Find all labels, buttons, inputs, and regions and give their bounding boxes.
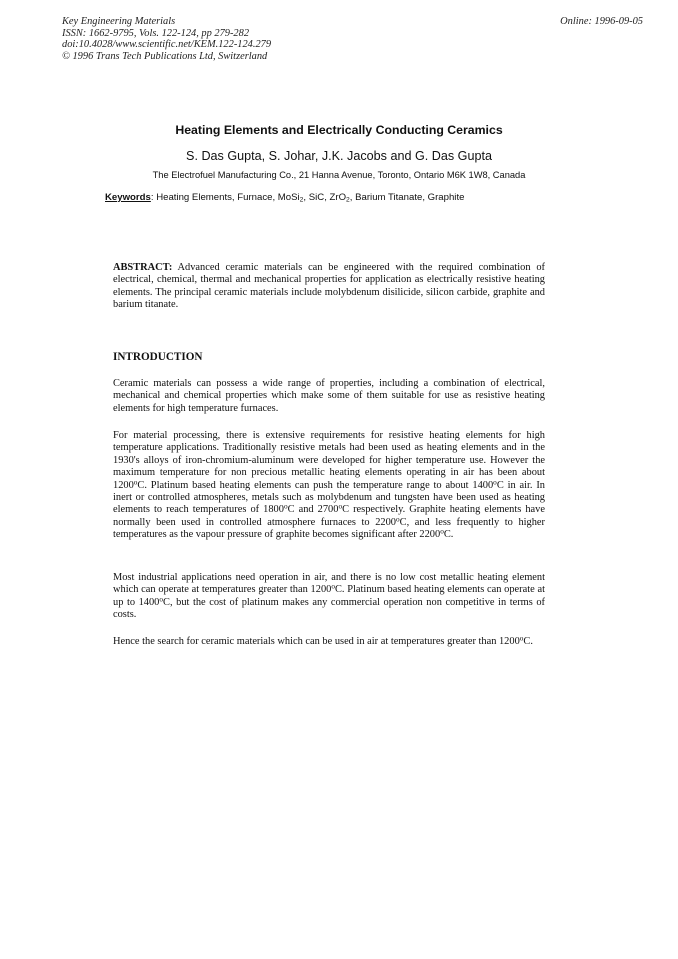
degree-symbol: o <box>396 515 400 524</box>
paragraph-text: C and 2700 <box>287 504 339 516</box>
paragraph <box>113 430 545 542</box>
degree-symbol: o <box>331 583 335 592</box>
paragraph-text: C. <box>443 529 454 541</box>
paragraph-text: For material processing, there is extensive requirements for resistive heating elements for high temperature applications. Traditionally resistive metals had been used as heating elements and in the 1930's alloys of iron-chromium-aluminum were developed for higher temperature use. However the maximum temperature for non precious metallic heating elements operating in air has been about 1200 <box>113 430 545 491</box>
journal-issn: ISSN: 1662-9795, Vols. 122-124, pp 279-282 <box>62 27 250 39</box>
paragraph-text: C, and less frequently to higher temperatures as the vapour pressure of graphite becomes significant after 2200 <box>113 516 545 541</box>
keywords-part: , SiC, ZrO <box>303 192 347 203</box>
paragraph-text: Ceramic materials can possess a wide range of properties, including a combination of electrical, mechanical and chemical properties which make some of them suitable for use as resistive heating elements for high temperature furnaces. <box>113 378 545 414</box>
journal-name: Key Engineering Materials <box>62 16 176 27</box>
abstract-label: ABSTRACT: <box>113 262 173 273</box>
degree-symbol: o <box>440 527 444 536</box>
paragraph-text: C in air. In inert or controlled atmospheres, metals such as molybdenum and tungsten have been used as heating elements to reach temperatures of 1800 <box>113 479 545 516</box>
degree-symbol: o <box>519 634 524 643</box>
paragraph-text: C respectively. Graphite heating elements have normally been used in controlled atmosphere furnaces to 2200 <box>113 504 545 528</box>
keywords-label: Keywords <box>105 192 151 203</box>
degree-symbol: o <box>283 503 288 512</box>
paragraph <box>113 378 545 415</box>
keywords-part: , Barium Titanate, Graphite <box>349 192 465 203</box>
paragraph-text: C. Platinum based heating elements can operate at up to 1400 <box>113 584 545 608</box>
degree-symbol: o <box>133 478 138 487</box>
paragraph-text: Most industrial applications need operation in air, and there is no low cost metallic heating element which can operate at temperatures greater than 1200 <box>113 572 545 596</box>
abstract <box>113 262 545 312</box>
paragraph-text: C. <box>523 636 533 647</box>
paragraph <box>113 636 545 648</box>
keywords-part: Heating Elements, Furnace, MoSi <box>156 192 300 203</box>
keywords-subscript: 2 <box>346 196 350 204</box>
degree-symbol: o <box>159 595 164 604</box>
paragraph-text: C, but the cost of platinum makes any commercial operation non competitive in terms of costs. <box>113 596 545 621</box>
paragraph <box>113 572 545 622</box>
paper-title: Heating Elements and Electrically Conducting Ceramics <box>175 123 503 137</box>
paragraph-text: C. Platinum based heating elements can push the temperature range to about 1400 <box>137 479 494 491</box>
paragraph-text: Hence the search for ceramic materials which can be used in air at temperatures greater than 1200 <box>113 636 520 647</box>
keywords-subscript: 2 <box>299 196 304 204</box>
paper-authors: S. Das Gupta, S. Johar, J.K. Jacobs and G. Das Gupta <box>186 149 492 163</box>
journal-copyright: © 1996 Trans Tech Publications Ltd, Switzerland <box>62 50 268 62</box>
keywords-line: Keywords: Heating Elements, Furnace, MoSi$_2$, SiC, ZrO$_2$, Barium Titanate, Graphite <box>105 192 465 204</box>
section-heading-introduction: INTRODUCTION <box>113 351 203 363</box>
journal-doi: doi:10.4028/www.scientific.net/KEM.122-124.279 <box>62 39 272 51</box>
degree-symbol: o <box>493 478 497 487</box>
online-date: Online: 1996-09-05 <box>560 16 643 27</box>
journal-header <box>62 16 271 62</box>
degree-symbol: o <box>338 503 343 512</box>
abstract-text: Advanced ceramic materials can be engineered with the required combination of electrical, chemical, thermal and mechanical properties for application as electrically resistive heating elements. The principal ceramic materials include molybdenum disilicide, silicon carbide, graphite and barium titanate. <box>113 262 545 311</box>
paper-affiliation: The Electrofuel Manufacturing Co., 21 Hanna Avenue, Toronto, Ontario M6K 1W8, Canada <box>152 170 526 180</box>
